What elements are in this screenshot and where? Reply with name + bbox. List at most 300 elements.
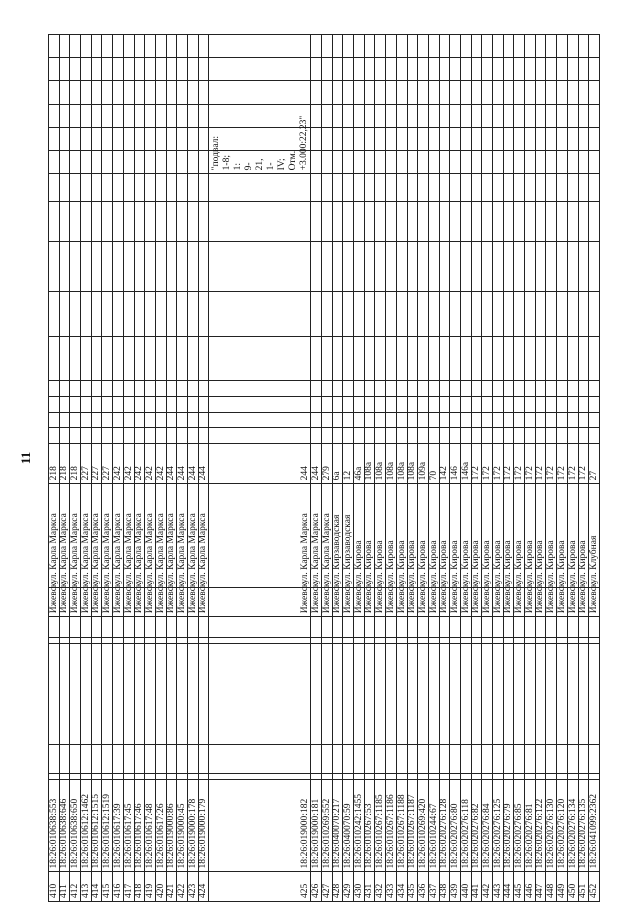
empty-cell bbox=[145, 428, 156, 444]
empty-cell bbox=[187, 104, 198, 127]
empty-cell bbox=[113, 381, 124, 397]
empty-cell bbox=[113, 104, 124, 127]
empty-cell bbox=[535, 58, 546, 81]
empty-cell bbox=[407, 81, 418, 104]
empty-cell bbox=[503, 81, 514, 104]
page-number: 11 bbox=[18, 451, 34, 465]
empty-cell bbox=[493, 151, 504, 174]
empty-cell bbox=[311, 643, 322, 744]
table-row bbox=[81, 35, 92, 902]
empty-cell bbox=[49, 201, 60, 241]
empty-cell bbox=[578, 643, 589, 744]
street-cell: ул. Карла Маркса bbox=[155, 484, 166, 587]
empty-cell bbox=[482, 336, 493, 380]
empty-cell bbox=[450, 774, 461, 779]
row-number-cell: 415 bbox=[102, 872, 113, 902]
empty-cell bbox=[460, 638, 471, 643]
empty-cell bbox=[407, 774, 418, 779]
empty-cell bbox=[407, 336, 418, 380]
empty-cell bbox=[396, 201, 407, 241]
empty-cell bbox=[59, 617, 70, 638]
empty-cell bbox=[187, 412, 198, 428]
empty-cell bbox=[364, 292, 375, 336]
empty-cell bbox=[546, 201, 557, 241]
empty-cell bbox=[503, 241, 514, 292]
empty-cell bbox=[589, 58, 600, 81]
empty-cell bbox=[514, 638, 525, 643]
street-cell: ул. Карла Маркса bbox=[198, 484, 209, 587]
empty-cell bbox=[589, 292, 600, 336]
empty-cell bbox=[503, 201, 514, 241]
empty-cell bbox=[375, 396, 386, 412]
empty-cell bbox=[155, 201, 166, 241]
table-row bbox=[557, 35, 568, 902]
row-number-cell: 410 bbox=[49, 872, 60, 902]
empty-cell bbox=[198, 428, 209, 444]
row-number-cell: 444 bbox=[503, 872, 514, 902]
empty-cell bbox=[578, 174, 589, 201]
empty-cell bbox=[418, 241, 429, 292]
city-cell: Ижевск bbox=[546, 587, 557, 617]
empty-cell bbox=[407, 151, 418, 174]
row-number-cell: 429 bbox=[343, 872, 354, 902]
empty-cell bbox=[557, 381, 568, 397]
table-row bbox=[407, 35, 418, 902]
empty-cell bbox=[525, 174, 536, 201]
row-number-cell: 427 bbox=[322, 872, 333, 902]
empty-cell bbox=[589, 104, 600, 127]
empty-cell bbox=[113, 151, 124, 174]
empty-cell bbox=[209, 58, 311, 81]
empty-cell bbox=[311, 396, 322, 412]
row-number-cell: 412 bbox=[70, 872, 81, 902]
empty-cell bbox=[439, 643, 450, 744]
street-cell: ул. Кирова bbox=[418, 484, 429, 587]
empty-cell bbox=[145, 151, 156, 174]
empty-cell bbox=[343, 617, 354, 638]
empty-cell bbox=[332, 151, 343, 174]
empty-cell bbox=[155, 174, 166, 201]
empty-cell bbox=[460, 127, 471, 150]
empty-cell bbox=[81, 241, 92, 292]
empty-cell bbox=[155, 336, 166, 380]
empty-cell bbox=[450, 396, 461, 412]
house-number-cell: 108а bbox=[407, 444, 418, 484]
empty-cell bbox=[134, 428, 145, 444]
empty-cell bbox=[134, 81, 145, 104]
street-cell: ул. Карла Маркса bbox=[123, 484, 134, 587]
empty-cell bbox=[332, 336, 343, 380]
house-number-cell: 218 bbox=[49, 444, 60, 484]
empty-cell bbox=[59, 241, 70, 292]
empty-cell bbox=[166, 381, 177, 397]
empty-cell bbox=[428, 201, 439, 241]
empty-cell bbox=[407, 396, 418, 412]
empty-cell bbox=[343, 58, 354, 81]
cadastral-number-cell: 18:26:019000:182 bbox=[209, 779, 311, 872]
empty-cell bbox=[460, 336, 471, 380]
empty-cell bbox=[525, 428, 536, 444]
empty-cell bbox=[418, 201, 429, 241]
empty-cell bbox=[166, 151, 177, 174]
empty-cell bbox=[418, 643, 429, 744]
empty-cell bbox=[343, 174, 354, 201]
empty-cell bbox=[155, 104, 166, 127]
house-number-cell: 146а bbox=[460, 444, 471, 484]
empty-cell bbox=[439, 127, 450, 150]
row-number-cell: 418 bbox=[134, 872, 145, 902]
empty-cell bbox=[187, 774, 198, 779]
empty-cell bbox=[134, 241, 145, 292]
empty-cell bbox=[123, 774, 134, 779]
empty-cell bbox=[364, 127, 375, 150]
empty-cell bbox=[557, 201, 568, 241]
empty-cell bbox=[418, 617, 429, 638]
cadastral-number-cell: 18:26:020276:134 bbox=[567, 779, 578, 872]
row-number-cell: 413 bbox=[81, 872, 92, 902]
empty-cell bbox=[535, 81, 546, 104]
empty-cell bbox=[493, 241, 504, 292]
empty-cell bbox=[354, 428, 365, 444]
empty-cell bbox=[81, 58, 92, 81]
house-number-cell: 227 bbox=[102, 444, 113, 484]
empty-cell bbox=[81, 35, 92, 58]
empty-cell bbox=[187, 151, 198, 174]
empty-cell bbox=[81, 774, 92, 779]
empty-cell bbox=[471, 292, 482, 336]
empty-cell bbox=[514, 336, 525, 380]
empty-cell bbox=[482, 241, 493, 292]
empty-cell bbox=[428, 35, 439, 58]
empty-cell bbox=[123, 58, 134, 81]
street-cell: ул. Карла Маркса bbox=[187, 484, 198, 587]
empty-cell bbox=[578, 412, 589, 428]
empty-cell bbox=[354, 58, 365, 81]
empty-cell bbox=[557, 336, 568, 380]
house-number-cell: 218 bbox=[59, 444, 70, 484]
empty-cell bbox=[364, 643, 375, 744]
empty-cell bbox=[514, 58, 525, 81]
empty-cell bbox=[450, 744, 461, 774]
empty-cell bbox=[428, 292, 439, 336]
empty-cell bbox=[428, 744, 439, 774]
empty-cell bbox=[471, 381, 482, 397]
empty-cell bbox=[70, 241, 81, 292]
empty-cell bbox=[589, 81, 600, 104]
empty-cell bbox=[187, 428, 198, 444]
empty-cell bbox=[49, 81, 60, 104]
empty-cell bbox=[450, 58, 461, 81]
empty-cell bbox=[514, 381, 525, 397]
empty-cell bbox=[166, 774, 177, 779]
empty-cell bbox=[396, 81, 407, 104]
empty-cell bbox=[134, 638, 145, 643]
empty-cell bbox=[343, 292, 354, 336]
empty-cell bbox=[311, 638, 322, 643]
empty-cell bbox=[589, 381, 600, 397]
empty-cell bbox=[503, 127, 514, 150]
street-cell: ул. Карла Маркса bbox=[322, 484, 333, 587]
empty-cell bbox=[113, 174, 124, 201]
empty-cell bbox=[155, 58, 166, 81]
empty-cell bbox=[322, 428, 333, 444]
empty-cell bbox=[460, 241, 471, 292]
empty-cell bbox=[514, 151, 525, 174]
empty-cell bbox=[166, 104, 177, 127]
empty-cell bbox=[471, 151, 482, 174]
cadastral-number-cell: 18:26:020276:80 bbox=[450, 779, 461, 872]
empty-cell bbox=[177, 638, 188, 643]
empty-cell bbox=[525, 58, 536, 81]
empty-cell bbox=[198, 104, 209, 127]
empty-cell bbox=[482, 744, 493, 774]
empty-cell bbox=[386, 292, 397, 336]
empty-cell bbox=[546, 241, 557, 292]
empty-cell bbox=[166, 643, 177, 744]
empty-cell bbox=[418, 744, 429, 774]
city-cell: Ижевск bbox=[70, 587, 81, 617]
cadastral-number-cell: 18:26:019000:86 bbox=[166, 779, 177, 872]
empty-cell bbox=[134, 412, 145, 428]
street-cell: ул. Кирова bbox=[407, 484, 418, 587]
empty-cell bbox=[354, 336, 365, 380]
empty-cell bbox=[123, 104, 134, 127]
empty-cell bbox=[322, 744, 333, 774]
empty-cell bbox=[557, 35, 568, 58]
empty-cell bbox=[396, 292, 407, 336]
empty-cell bbox=[514, 104, 525, 127]
empty-cell bbox=[209, 744, 311, 774]
empty-cell bbox=[482, 151, 493, 174]
city-cell: Ижевск bbox=[503, 587, 514, 617]
empty-cell bbox=[567, 412, 578, 428]
empty-cell bbox=[407, 127, 418, 150]
empty-cell bbox=[177, 201, 188, 241]
empty-cell bbox=[123, 174, 134, 201]
empty-cell bbox=[155, 617, 166, 638]
empty-cell bbox=[396, 638, 407, 643]
empty-cell bbox=[322, 381, 333, 397]
empty-cell bbox=[70, 127, 81, 150]
city-cell: Ижевск bbox=[322, 587, 333, 617]
street-cell: ул. Кирова bbox=[535, 484, 546, 587]
empty-cell bbox=[493, 638, 504, 643]
empty-cell bbox=[198, 643, 209, 744]
empty-cell bbox=[198, 774, 209, 779]
empty-cell bbox=[322, 336, 333, 380]
empty-cell bbox=[59, 151, 70, 174]
empty-cell bbox=[187, 617, 198, 638]
empty-cell bbox=[503, 336, 514, 380]
house-number-cell: 172 bbox=[557, 444, 568, 484]
empty-cell bbox=[418, 58, 429, 81]
empty-cell bbox=[546, 292, 557, 336]
empty-cell bbox=[578, 617, 589, 638]
empty-cell bbox=[155, 81, 166, 104]
empty-cell bbox=[70, 643, 81, 744]
row-number-cell: 441 bbox=[471, 872, 482, 902]
empty-cell bbox=[102, 58, 113, 81]
rotated-table-container bbox=[48, 34, 638, 902]
empty-cell bbox=[91, 58, 102, 81]
empty-cell bbox=[91, 638, 102, 643]
empty-cell bbox=[322, 58, 333, 81]
empty-cell bbox=[407, 428, 418, 444]
empty-cell bbox=[123, 617, 134, 638]
empty-cell bbox=[386, 336, 397, 380]
empty-cell bbox=[407, 744, 418, 774]
empty-cell bbox=[482, 412, 493, 428]
empty-cell bbox=[364, 241, 375, 292]
empty-cell bbox=[503, 774, 514, 779]
city-cell: Ижевск bbox=[578, 587, 589, 617]
house-number-cell: 146 bbox=[450, 444, 461, 484]
empty-cell bbox=[113, 127, 124, 150]
empty-cell bbox=[134, 381, 145, 397]
street-cell: ул. Кирова bbox=[514, 484, 525, 587]
empty-cell bbox=[567, 127, 578, 150]
empty-cell bbox=[364, 396, 375, 412]
empty-cell bbox=[439, 428, 450, 444]
empty-cell bbox=[70, 81, 81, 104]
empty-cell bbox=[396, 174, 407, 201]
empty-cell bbox=[91, 643, 102, 744]
empty-cell bbox=[81, 81, 92, 104]
empty-cell bbox=[493, 81, 504, 104]
empty-cell bbox=[187, 396, 198, 412]
empty-cell bbox=[418, 381, 429, 397]
empty-cell bbox=[567, 81, 578, 104]
empty-cell bbox=[375, 35, 386, 58]
row-number-cell: 421 bbox=[166, 872, 177, 902]
empty-cell bbox=[493, 35, 504, 58]
empty-cell bbox=[102, 292, 113, 336]
street-cell: ул. Кирова bbox=[557, 484, 568, 587]
empty-cell bbox=[578, 241, 589, 292]
table-row bbox=[493, 35, 504, 902]
table-row bbox=[198, 35, 209, 902]
empty-cell bbox=[177, 151, 188, 174]
empty-cell bbox=[145, 336, 156, 380]
empty-cell bbox=[567, 774, 578, 779]
empty-cell bbox=[81, 617, 92, 638]
empty-cell bbox=[311, 81, 322, 104]
empty-cell bbox=[177, 127, 188, 150]
city-cell: Ижевск bbox=[567, 587, 578, 617]
empty-cell bbox=[375, 292, 386, 336]
empty-cell bbox=[102, 151, 113, 174]
empty-cell bbox=[322, 643, 333, 744]
street-cell: ул. Кирова bbox=[578, 484, 589, 587]
street-cell: ул. Карла Маркса bbox=[311, 484, 322, 587]
empty-cell bbox=[59, 104, 70, 127]
table-row bbox=[450, 35, 461, 902]
empty-cell bbox=[155, 151, 166, 174]
empty-cell bbox=[166, 638, 177, 643]
empty-cell bbox=[546, 104, 557, 127]
empty-cell bbox=[493, 201, 504, 241]
empty-cell bbox=[70, 638, 81, 643]
empty-cell bbox=[354, 241, 365, 292]
empty-cell bbox=[386, 35, 397, 58]
empty-cell bbox=[471, 127, 482, 150]
empty-cell bbox=[428, 381, 439, 397]
empty-cell bbox=[535, 638, 546, 643]
empty-cell bbox=[471, 428, 482, 444]
empty-cell bbox=[198, 638, 209, 643]
empty-cell bbox=[418, 292, 429, 336]
empty-cell bbox=[134, 336, 145, 380]
empty-cell bbox=[578, 35, 589, 58]
empty-cell bbox=[546, 744, 557, 774]
table-row bbox=[364, 35, 375, 902]
empty-cell bbox=[59, 336, 70, 380]
empty-cell bbox=[113, 774, 124, 779]
empty-cell bbox=[567, 428, 578, 444]
row-number-cell: 449 bbox=[557, 872, 568, 902]
empty-cell bbox=[460, 643, 471, 744]
empty-cell bbox=[155, 396, 166, 412]
empty-cell bbox=[49, 336, 60, 380]
empty-cell bbox=[209, 396, 311, 412]
empty-cell bbox=[375, 58, 386, 81]
empty-cell bbox=[187, 643, 198, 744]
empty-cell bbox=[589, 127, 600, 150]
house-number-cell: 218 bbox=[70, 444, 81, 484]
empty-cell bbox=[155, 381, 166, 397]
empty-cell bbox=[59, 412, 70, 428]
empty-cell bbox=[482, 774, 493, 779]
empty-cell bbox=[91, 104, 102, 127]
empty-cell bbox=[343, 428, 354, 444]
empty-cell bbox=[187, 35, 198, 58]
empty-cell bbox=[364, 336, 375, 380]
empty-cell bbox=[535, 744, 546, 774]
empty-cell bbox=[187, 174, 198, 201]
city-cell: Ижевск bbox=[102, 587, 113, 617]
empty-cell bbox=[145, 104, 156, 127]
empty-cell bbox=[311, 774, 322, 779]
empty-cell bbox=[396, 381, 407, 397]
empty-cell bbox=[439, 381, 450, 397]
empty-cell bbox=[49, 104, 60, 127]
empty-cell bbox=[471, 638, 482, 643]
street-cell: ул. Кирова bbox=[567, 484, 578, 587]
empty-cell bbox=[134, 201, 145, 241]
empty-cell bbox=[145, 643, 156, 744]
empty-cell bbox=[332, 643, 343, 744]
empty-cell bbox=[471, 617, 482, 638]
empty-cell bbox=[375, 201, 386, 241]
empty-cell bbox=[514, 744, 525, 774]
table-row bbox=[209, 35, 311, 902]
empty-cell bbox=[209, 643, 311, 744]
empty-cell bbox=[155, 127, 166, 150]
empty-cell bbox=[49, 292, 60, 336]
empty-cell bbox=[209, 774, 311, 779]
cadastral-number-cell: 18:26:019000:178 bbox=[187, 779, 198, 872]
empty-cell bbox=[322, 412, 333, 428]
cadastral-number-cell: 18:26:019000:181 bbox=[311, 779, 322, 872]
empty-cell bbox=[364, 428, 375, 444]
cadastral-number-cell: 18:26:010638:650 bbox=[70, 779, 81, 872]
row-number-cell: 411 bbox=[59, 872, 70, 902]
cadastral-number-cell: 18:26:010612:1515 bbox=[91, 779, 102, 872]
empty-cell bbox=[578, 58, 589, 81]
cadastral-number-cell: 18:26:020276:84 bbox=[482, 779, 493, 872]
empty-cell bbox=[102, 412, 113, 428]
empty-cell bbox=[209, 381, 311, 397]
